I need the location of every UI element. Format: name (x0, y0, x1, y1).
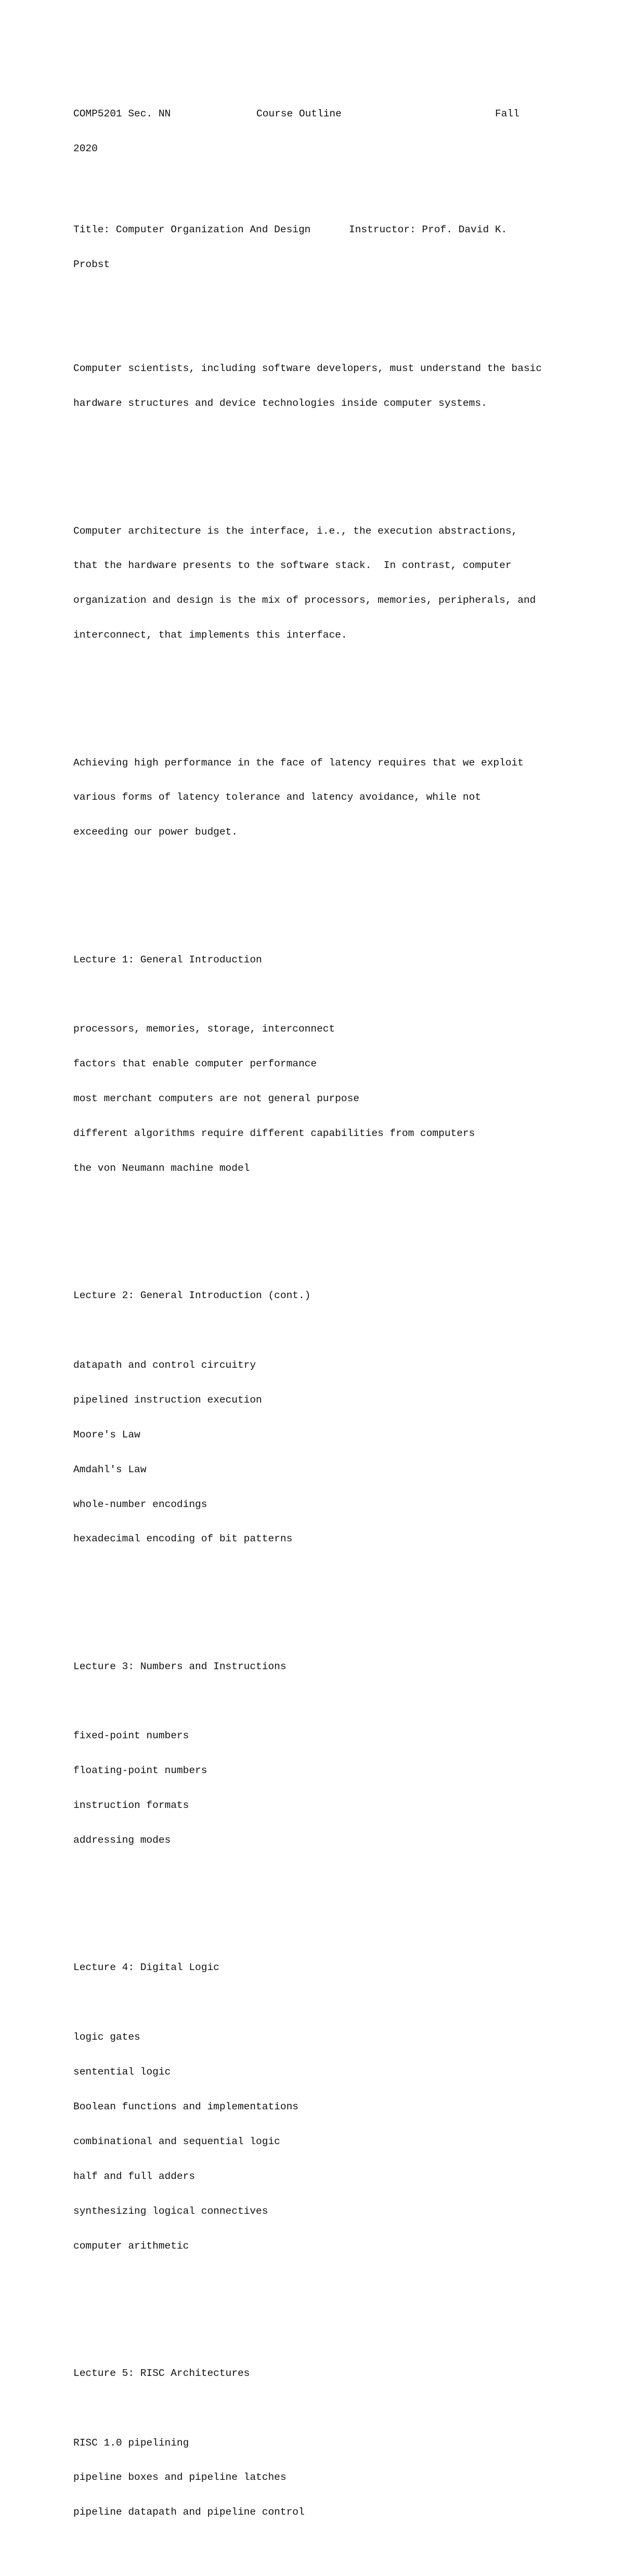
topic-item: RISC 1.0 pipelining (73, 2437, 189, 2449)
topic-item: hexadecimal encoding of bit patterns (73, 1533, 293, 1545)
lecture-4-section (73, 1939, 593, 2275)
topic-item: different algorithms require different capabilities from computers (73, 1128, 475, 1140)
paragraph-line: Computer architecture is the interface, i.e., the execution abstractions, (73, 525, 518, 537)
topic-item: addressing modes (73, 1834, 171, 1846)
lecture-heading: Lecture 1: General Introduction (73, 954, 262, 966)
topic-item: instruction formats (73, 1800, 189, 1812)
architecture-paragraph (73, 502, 593, 664)
topic-item: Boolean functions and implementations (73, 2101, 298, 2112)
term-year: 2020 (73, 142, 98, 154)
instructor-name-wrap: Probst (73, 258, 110, 270)
lecture-3-section (73, 1637, 593, 1869)
topic-item: most merchant computers are not general purpose (73, 1093, 359, 1105)
topic-item: half and full adders (73, 2170, 196, 2182)
term-season: Fall (495, 108, 519, 120)
topic-item: fixed-point numbers (73, 1730, 189, 1742)
topic-item: pipeline datapath and pipeline control (73, 2506, 305, 2518)
topic-item: processors, memories, storage, interconnect (73, 1023, 335, 1035)
course-code: COMP5201 Sec. NN (73, 108, 171, 120)
lecture-5-section (73, 2344, 593, 2541)
lecture-2-section (73, 1267, 593, 1568)
topic-item: floating-point numbers (73, 1765, 207, 1777)
paragraph-line: various forms of latency tolerance and latency avoidance, while not (73, 791, 482, 803)
lecture-heading: Lecture 5: RISC Architectures (73, 2367, 250, 2379)
performance-paragraph (73, 734, 593, 861)
lecture-heading: Lecture 4: Digital Logic (73, 1962, 219, 1974)
course-title: Title: Computer Organization And Design (73, 223, 311, 235)
topic-item: Amdahl's Law (73, 1463, 147, 1475)
instructor-label: Instructor: Prof. David K. (349, 223, 508, 235)
paragraph-line: that the hardware presents to the software stack. In contrast, computer (73, 560, 512, 572)
topic-item: the von Neumann machine model (73, 1162, 250, 1174)
header-row (73, 108, 593, 120)
topic-item: logic gates (73, 2031, 140, 2043)
lecture-heading: Lecture 2: General Introduction (cont.) (73, 1290, 311, 1302)
paragraph-line: interconnect, that implements this interface. (73, 629, 347, 641)
paragraph-line: exceeding our power budget. (73, 826, 238, 838)
paragraph-line: hardware structures and device technologies inside computer systems. (73, 398, 487, 409)
topic-item: datapath and control circuitry (73, 1359, 256, 1371)
paragraph-line: Achieving high performance in the face of latency requires that we exploit (73, 757, 524, 769)
topic-item: pipeline boxes and pipeline latches (73, 2472, 287, 2483)
intro-paragraph (73, 340, 593, 432)
topic-item: Moore's Law (73, 1429, 140, 1441)
title-row (73, 224, 593, 235)
lecture-1-section (73, 931, 593, 1197)
paragraph-line: organization and design is the mix of processors, memories, peripherals, and (73, 595, 536, 606)
topic-item: sentential logic (73, 2066, 171, 2078)
topic-item: computer arithmetic (73, 2240, 189, 2252)
lecture-heading: Lecture 3: Numbers and Instructions (73, 1660, 287, 1672)
topic-item: pipelined instruction execution (73, 1394, 262, 1406)
topic-item: factors that enable computer performance (73, 1058, 317, 1070)
topic-item: combinational and sequential logic (73, 2135, 280, 2147)
topic-item: whole-number encodings (73, 1498, 207, 1510)
document-title: Course Outline (256, 108, 342, 120)
topic-item: synthesizing logical connectives (73, 2205, 268, 2217)
paragraph-line: Computer scientists, including software developers, must understand the basic (73, 363, 542, 375)
course-outline-text (73, 73, 593, 2576)
